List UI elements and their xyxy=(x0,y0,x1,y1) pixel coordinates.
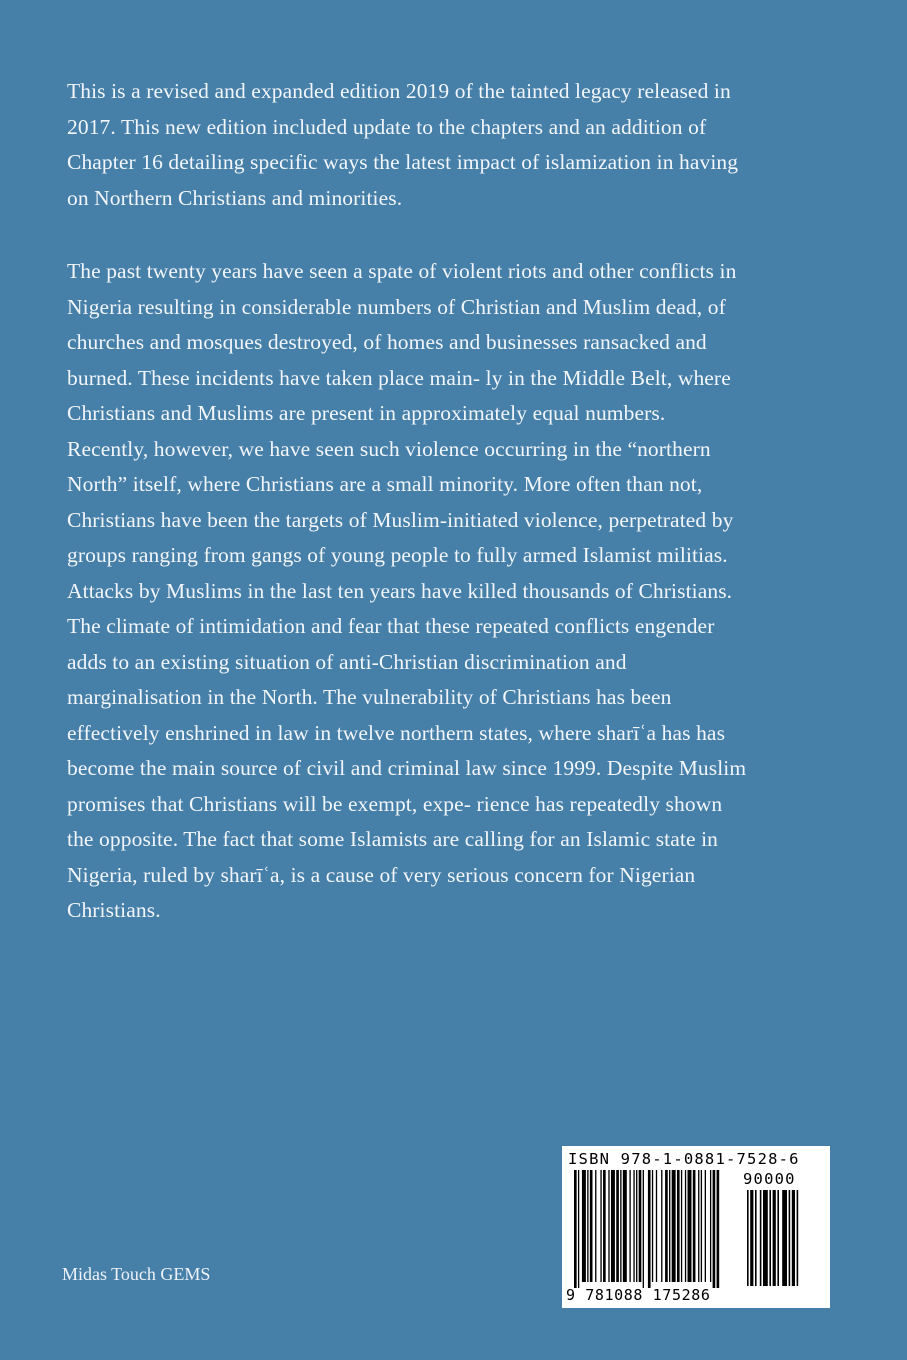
barcode-bar xyxy=(636,1170,637,1282)
intro-paragraph xyxy=(67,74,847,216)
barcode-bar xyxy=(710,1170,711,1282)
addon-bar xyxy=(792,1190,795,1286)
text-line: the opposite. The fact that some Islamists are calling for an Islamic state in xyxy=(67,827,719,851)
text-line: on Northern Christians and minorities. xyxy=(67,185,403,210)
barcode-bar xyxy=(633,1170,634,1282)
text-line: The climate of intimidation and fear that these repeated conflicts engender xyxy=(67,614,715,638)
text-line: promises that Christians will be exempt, expe- rience has repeatedly shown xyxy=(67,791,723,816)
blurb-paragraph xyxy=(67,254,847,929)
barcode-bar xyxy=(587,1170,588,1282)
text-line: Christians have been the targets of Muslim-initiated violence, perpetrated by xyxy=(67,507,734,532)
barcode-bar xyxy=(652,1170,653,1282)
barcode-bar xyxy=(705,1170,706,1282)
barcode-bar xyxy=(661,1170,662,1282)
barcode-bar xyxy=(688,1170,692,1282)
text-line: burned. These incidents have taken place main- ly in the Middle Belt, where xyxy=(67,365,731,390)
barcode-bar xyxy=(648,1170,651,1288)
addon-bar xyxy=(797,1190,799,1286)
barcode-bar xyxy=(603,1170,606,1282)
text-line: Chapter 16 detailing specific ways the latest impact of islamization in having xyxy=(67,150,739,174)
barcode-bar xyxy=(701,1170,702,1282)
text-line: Nigeria resulting in considerable numbers of Christian and Muslim dead, of xyxy=(67,294,726,319)
addon-bar xyxy=(747,1190,749,1286)
barcode-bar xyxy=(582,1170,586,1282)
barcode-bar xyxy=(643,1170,644,1288)
barcode-bar xyxy=(672,1170,676,1282)
text-line: North” itself, where Christians are a small minority. More often than not, xyxy=(67,472,703,496)
isbn-label: ISBN 978-1-0881-7528-6 xyxy=(568,1150,800,1168)
barcode-bar xyxy=(665,1170,668,1282)
addon-bar xyxy=(789,1190,791,1286)
addon-bar xyxy=(782,1190,787,1286)
barcode-bar xyxy=(698,1170,699,1282)
barcode-bar xyxy=(717,1170,720,1288)
barcode-bar xyxy=(574,1170,577,1288)
addon-bar xyxy=(773,1190,776,1286)
price-code: 90000 xyxy=(743,1170,796,1188)
text-line: groups ranging from gangs of young people to fully armed Islamist militias. xyxy=(67,543,728,567)
barcode-bar xyxy=(693,1170,696,1282)
text-line: Christians and Muslims are present in approximately equal numbers. xyxy=(67,401,666,425)
barcode-bar xyxy=(639,1170,642,1282)
text-line: marginalisation in the North. The vulnerability of Christians has been xyxy=(67,685,672,709)
barcode-bar xyxy=(677,1170,680,1282)
publisher-name: Midas Touch GEMS xyxy=(62,1264,211,1284)
text-line: churches and mosques destroyed, of homes and businesses ransacked and xyxy=(67,330,707,354)
text-line: Nigeria, ruled by sharīʿa, is a cause of very serious concern for Nigerian xyxy=(67,862,696,887)
ean-digits: 9 781088 175286 xyxy=(566,1286,711,1304)
text-line: adds to an existing situation of anti-Christian discrimination and xyxy=(67,649,627,674)
text-line: become the main source of civil and criminal law since 1999. Despite Muslim xyxy=(67,756,747,780)
barcode-bar xyxy=(578,1170,579,1288)
addon-bar xyxy=(755,1190,757,1286)
text-line: Christians. xyxy=(67,898,161,922)
isbn-barcode xyxy=(562,1146,830,1308)
barcode-bar xyxy=(600,1170,601,1282)
barcode-bar xyxy=(590,1170,593,1282)
addon-bar xyxy=(763,1190,768,1286)
text-line: The past twenty years have seen a spate of violent riots and other conflicts in xyxy=(67,259,737,283)
barcode-bar xyxy=(713,1170,716,1288)
text-line: effectively enshrined in law in twelve northern states, where sharīʿa has has xyxy=(67,720,726,745)
addon-bar xyxy=(750,1190,753,1286)
barcode-bar xyxy=(620,1170,621,1282)
barcode-bar xyxy=(623,1170,627,1282)
barcode-bar xyxy=(656,1170,657,1282)
barcode-bar xyxy=(595,1170,596,1282)
addon-bar xyxy=(769,1190,771,1286)
barcode-bar xyxy=(629,1170,630,1282)
addon-bar xyxy=(777,1190,779,1286)
text-line: 2017. This new edition included update to the chapters and an addition of xyxy=(67,114,707,139)
barcode-bar xyxy=(681,1170,682,1282)
barcode-bar xyxy=(685,1170,686,1282)
barcode-bar xyxy=(616,1170,619,1282)
addon-bar xyxy=(760,1190,762,1286)
barcode-bar xyxy=(608,1170,609,1282)
text-line: Attacks by Muslims in the last ten years have killed thousands of Christians. xyxy=(67,578,733,603)
barcode-bar xyxy=(669,1170,670,1282)
barcode-bar xyxy=(611,1170,615,1282)
text-line: Recently, however, we have seen such violence occurring in the “northern xyxy=(67,436,711,461)
text-line: This is a revised and expanded edition 2019 of the tainted legacy released in xyxy=(67,79,731,103)
